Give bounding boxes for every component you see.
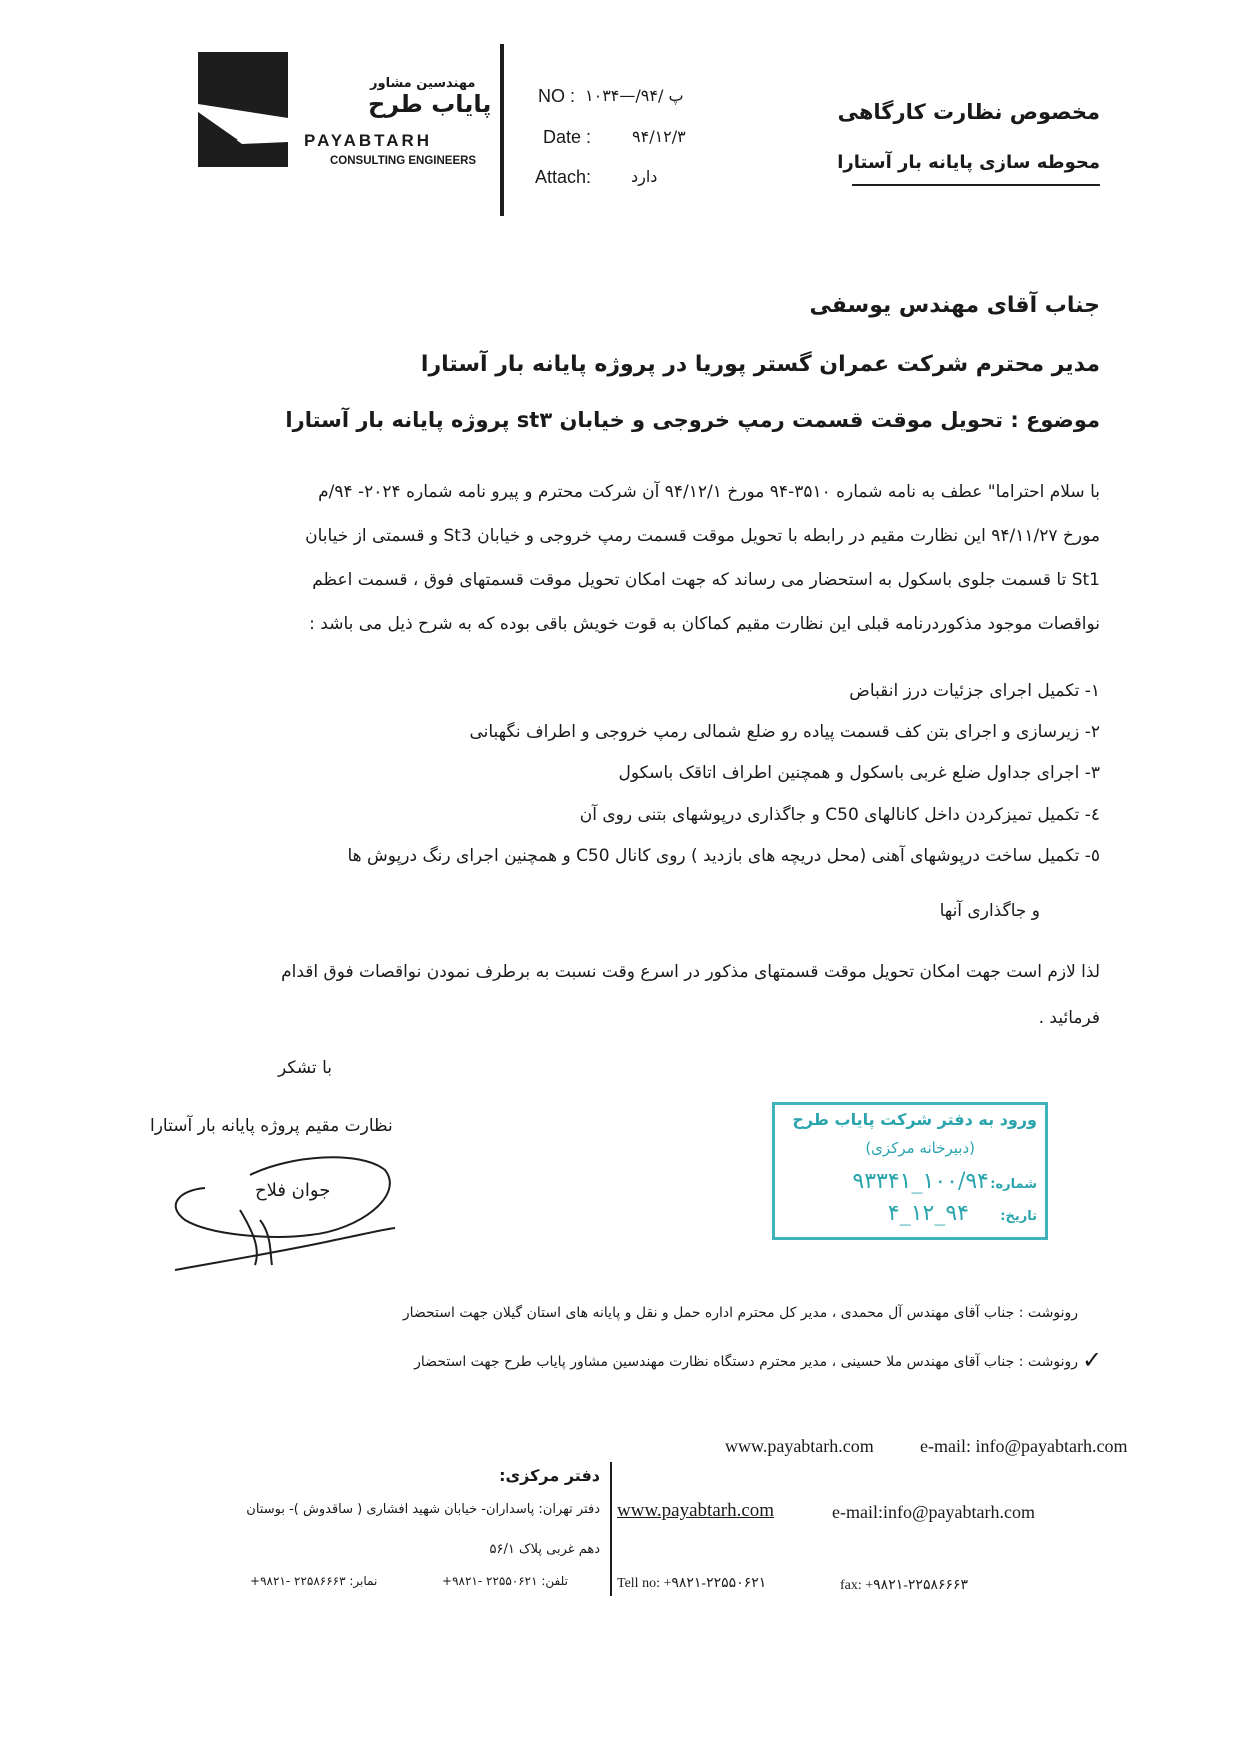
letter-number-label: NO : [538, 86, 576, 106]
letter-number-value: ۱۰۳۴—/۹۴/ پ [585, 86, 684, 105]
copy-recipient: رونوشت : جناب آقای مهندس ملا حسینی ، مدیر محترم دستگاه نظارت مهندسین مشاور پایاب طرح جهت استحضار [414, 1354, 1078, 1370]
conclusion-line: فرمائید . [1038, 1008, 1100, 1028]
logo-name-en: PAYABTARH [304, 131, 433, 150]
footer-phone-fa: تلفن: ۲۲۵۵۰۶۲۱ -۹۸۲۱+ [442, 1574, 568, 1588]
body-paragraph-line: نواقصات موجود مذکوردرنامه قبلی این نظارت مقیم کماکان به قوت خویش باقی بوده که به شرح ذیل می باشد : [309, 614, 1100, 634]
stamp-subtitle: (دبیرخانه مرکزی) [865, 1139, 975, 1157]
conclusion-line: لذا لازم است جهت امکان تحویل موقت قسمتهای مذکور در اسرع وقت نسبت به برطرف نمودن نواقصات فوق اقدام [281, 962, 1100, 982]
letter-date-value: ۹۴/۱۲/۳ [632, 127, 686, 146]
footer-divider [610, 1462, 612, 1596]
footer-email[interactable]: e-mail:info@payabtarh.com [832, 1502, 1036, 1522]
office-address: دفتر تهران: پاسداران- خیابان شهید افشاری ( ساقدوش )- بوستان [246, 1502, 600, 1517]
handwritten-signature [160, 1140, 400, 1280]
logo-name-fa: پایاب طرح [368, 90, 492, 118]
footer-fax-en: fax: +۹۸۲۱-۲۲۵۸۶۶۶۳ [840, 1578, 969, 1593]
office-heading: دفتر مرکزی: [499, 1466, 600, 1485]
deficiency-item: ۲- زیرسازی و اجرای بتن کف قسمت پیاده رو ضلع شمالی رمپ خروجی و اطراف نگهبانی [469, 722, 1100, 742]
received-stamp [772, 1102, 1048, 1240]
stamp-number-label: شماره: [990, 1177, 1037, 1192]
footer-phone-en: Tell no: +۹۸۲۱-۲۲۵۵۰۶۲۱ [617, 1576, 767, 1591]
deficiency-item-continuation: و جاگذاری آنها [939, 901, 1040, 921]
office-address: دهم غربی پلاک ۵۶/۱ [489, 1542, 600, 1557]
footer-email-top[interactable]: e-mail: info@payabtarh.com [920, 1436, 1128, 1456]
attachment-label: Attach: [535, 167, 592, 187]
company-logo-mark [198, 52, 288, 167]
recipient-name: جناب آقای مهندس یوسفی [809, 293, 1100, 318]
copy-recipient: رونوشت : جناب آقای مهندس آل محمدی ، مدیر کل محترم اداره حمل و نقل و پایانه های استان گیلان جهت استحضار [402, 1305, 1078, 1321]
logo-subtitle-en: CONSULTING ENGINEERS [330, 155, 477, 167]
checkmark-icon: ✓ [1082, 1346, 1103, 1374]
footer-website-top[interactable]: www.payabtarh.com [725, 1436, 874, 1456]
letter-subject: موضوع : تحویل موقت قسمت رمپ خروجی و خیابان st۳ پروژه پایانه بار آستارا [285, 408, 1100, 432]
header-project: محوطه سازی پایانه بار آستارا [837, 152, 1100, 173]
body-paragraph-line: با سلام احتراما" عطف به نامه شماره ۳۵۱۰-۹۴ مورخ ۹۴/۱۲/۱ آن شرکت محترم و پیرو نامه شماره ۲۰۲۴- ۹۴/م [318, 482, 1100, 502]
deficiency-item: ۳- اجرای جداول ضلع غربی باسکول و همچنین اطراف اتاقک باسکول [618, 763, 1100, 783]
footer-website-link[interactable]: www.payabtarh.com [617, 1500, 775, 1521]
footer-fax-fa: نمابر: ۲۲۵۸۶۶۶۳ -۹۸۲۱+ [250, 1574, 378, 1588]
letter-date-label: Date : [543, 127, 592, 147]
header-department: مخصوص نظارت کارگاهی [837, 100, 1100, 124]
attachment-value: دارد [631, 167, 658, 186]
logo-subtitle-fa: مهندسین مشاور [370, 76, 476, 91]
stamp-number: ۱۰۰/۹۴_۹۳۳۴۱ [852, 1169, 989, 1194]
body-paragraph-line: مورخ ۹۴/۱۱/۲۷ این نظارت مقیم در رابطه با تحویل موقت قسمت رمپ خروجی و خیابان St3 و قسمتی از خیابان [305, 526, 1100, 546]
deficiency-item: ۱- تکمیل اجرای جزئیات درز انقباض [849, 681, 1100, 701]
signatory-name: جوان فلاح [255, 1180, 331, 1201]
stamp-date: ۹۴_۱۲_۴ [887, 1201, 969, 1226]
header-project-underline [852, 184, 1100, 186]
header-divider [500, 44, 504, 216]
stamp-title: ورود به دفتر شرکت پایاب طرح [792, 1110, 1037, 1129]
deficiency-item: ٥- تکمیل ساخت درپوشهای آهنی (محل دریچه های بازدید ) روی کانال C50 و همچنین اجرای رنگ درپوش ها [347, 846, 1100, 866]
body-paragraph-line: St1 تا قسمت جلوی باسکول به استحضار می رساند که جهت امکان تحویل موقت قسمتهای فوق ، قسمت اعظم [312, 570, 1100, 590]
deficiency-item: ٤- تکمیل تمیزکردن داخل کانالهای C50 و جاگذاری درپوشهای بتنی روی آن [579, 805, 1100, 825]
signatory-title: نظارت مقیم پروژه پایانه بار آستارا [150, 1116, 393, 1136]
closing-thanks: با تشکر [278, 1058, 332, 1078]
stamp-date-label: تاریخ: [1000, 1209, 1037, 1224]
recipient-position: مدیر محترم شرکت عمران گستر پوریا در پروژه پایانه بار آستارا [420, 352, 1100, 377]
